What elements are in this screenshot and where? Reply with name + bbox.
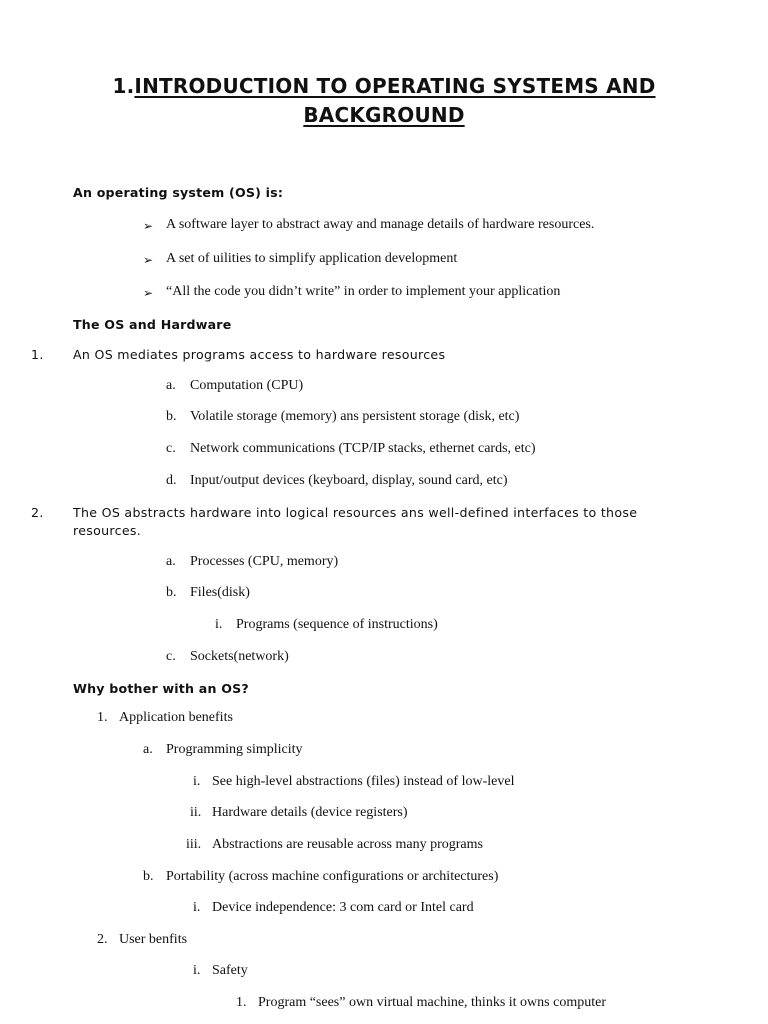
intro-bullet-1: A software layer to abstract away and manage details of hardware resources. [166, 217, 595, 232]
list-marker: iii. [186, 837, 202, 852]
list-marker: b. [166, 409, 177, 424]
list-marker: a. [166, 554, 176, 569]
os-hardware-heading: The OS and Hardware [73, 317, 232, 332]
why-os-heading: Why bother with an OS? [73, 681, 249, 696]
list-marker: 1. [97, 710, 108, 725]
subitem-text: Files(disk) [190, 585, 250, 600]
list-marker: b. [166, 585, 177, 600]
bullet-arrow-icon: ➢ [143, 219, 154, 233]
list-marker: a. [166, 378, 176, 393]
bullet-arrow-icon: ➢ [143, 286, 154, 300]
user-benefits-text: User benfits [119, 932, 188, 947]
list-marker: b. [143, 869, 154, 884]
list-marker: ii. [190, 805, 202, 820]
subitem-text: Hardware details (device registers) [212, 805, 408, 820]
intro-bullet-2: A set of uilities to simplify application development [166, 251, 458, 266]
os-hardware-item-2-line-2: resources. [73, 523, 142, 538]
list-marker: 2. [31, 505, 44, 520]
subitem-text: Volatile storage (memory) ans persistent storage (disk, etc) [190, 409, 520, 424]
intro-heading: An operating system (OS) is: [73, 185, 284, 200]
subitem-text: See high-level abstractions (files) instead of low-level [212, 774, 515, 789]
title-text-line-1: INTRODUCTION TO OPERATING SYSTEMS AND [134, 74, 656, 98]
subitem-text: Input/output devices (keyboard, display, sound card, etc) [190, 473, 508, 488]
list-marker: 1. [236, 995, 247, 1010]
subitem-text: Program “sees” own virtual machine, thinks it owns computer [258, 995, 606, 1010]
list-marker: i. [193, 774, 201, 789]
subitem-text: Device independence: 3 com card or Intel card [212, 900, 474, 915]
subitem-text: Network communications (TCP/IP stacks, ethernet cards, etc) [190, 441, 536, 456]
os-hardware-item-2-line-1: The OS abstracts hardware into logical resources ans well-defined interfaces to those [73, 505, 638, 520]
portability-text: Portability (across machine configurations or architectures) [166, 869, 499, 884]
intro-bullet-3: “All the code you didn’t write” in order to implement your application [166, 284, 561, 299]
document-title-line-1 [0, 72, 768, 100]
title-text-line-2: BACKGROUND [303, 103, 465, 127]
list-marker: i. [193, 963, 201, 978]
subitem-text: Abstractions are reusable across many programs [212, 837, 483, 852]
subitem-text: Programs (sequence of instructions) [236, 617, 438, 632]
list-marker: c. [166, 441, 176, 456]
bullet-arrow-icon: ➢ [143, 253, 154, 267]
document-title-line-2 [0, 101, 768, 129]
list-marker: i. [193, 900, 201, 915]
subitem-text: Computation (CPU) [190, 378, 304, 393]
list-marker: 1. [31, 347, 44, 362]
list-marker: a. [143, 742, 153, 757]
app-benefits-text: Application benefits [119, 710, 233, 725]
programming-simplicity-text: Programming simplicity [166, 742, 303, 757]
subitem-text: Processes (CPU, memory) [190, 554, 339, 569]
safety-text: Safety [212, 963, 248, 978]
list-marker: c. [166, 649, 176, 664]
list-marker: d. [166, 473, 177, 488]
list-marker: i. [215, 617, 223, 632]
os-hardware-item-1: An OS mediates programs access to hardware resources [73, 347, 446, 362]
title-number: 1. [112, 74, 135, 98]
list-marker: 2. [97, 932, 108, 947]
subitem-text: Sockets(network) [190, 649, 289, 664]
